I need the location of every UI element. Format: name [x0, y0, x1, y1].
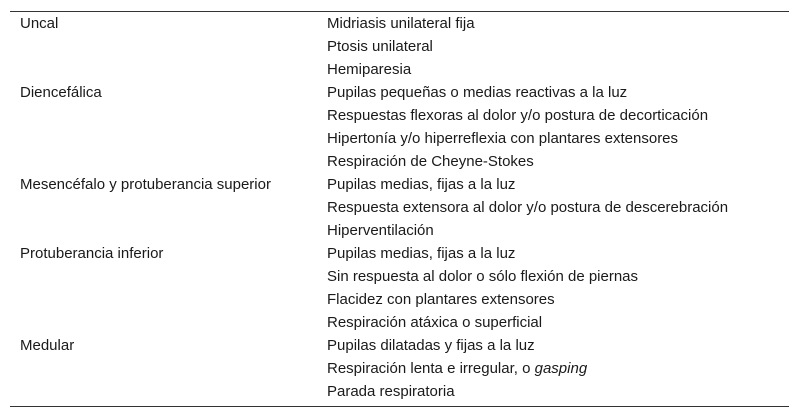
sign-item: Pupilas dilatadas y fijas a la luz [327, 337, 535, 354]
zone-cell: Diencefálica [20, 84, 102, 101]
sign-item: Hemiparesia [327, 61, 412, 78]
sign-item: Midriasis unilateral fija [327, 15, 475, 32]
signs-list [327, 334, 789, 403]
sign-item: Sin respuesta al dolor o sólo flexión de piernas [327, 268, 639, 285]
sign-item: Respiración atáxica o superficial [327, 314, 543, 331]
sign-item: Ptosis unilateral [327, 38, 433, 55]
sign-item [327, 357, 789, 380]
sign-item: Respuesta extensora al dolor y/o postura de descerebración [327, 199, 729, 216]
signs-list [327, 173, 789, 242]
sign-item: Respuestas flexoras al dolor y/o postura de decorticación [327, 107, 709, 124]
zone-cell: Protuberancia inferior [20, 245, 164, 262]
sign-item: Respiración de Cheyne-Stokes [327, 153, 534, 170]
signs-list [327, 12, 789, 81]
table-row-uncal [10, 12, 789, 81]
sign-item: Hiperventilación [327, 222, 434, 239]
sign-item: Flacidez con plantares extensores [327, 291, 555, 308]
herniation-signs-table [10, 11, 789, 407]
table-row-medular [10, 334, 789, 403]
zone-cell: Mesencéfalo y protuberancia superior [20, 176, 271, 193]
sign-item: Pupilas pequeñas o medias reactivas a la luz [327, 84, 628, 101]
table-row-protuberancia-inferior [10, 242, 789, 334]
table-body [10, 12, 789, 406]
signs-list [327, 81, 789, 173]
zone-cell: Uncal [20, 15, 59, 32]
table-row-diencefalica [10, 81, 789, 173]
sign-item: Parada respiratoria [327, 383, 455, 400]
sign-item: Pupilas medias, fijas a la luz [327, 176, 516, 193]
sign-emphasis: gasping [534, 360, 588, 377]
sign-item: Pupilas medias, fijas a la luz [327, 245, 516, 262]
signs-list [327, 242, 789, 334]
table-row-mesencefalo [10, 173, 789, 242]
sign-item: Hipertonía y/o hiperreflexia con plantares extensores [327, 130, 679, 147]
zone-cell: Medular [20, 337, 75, 354]
sign-text: Respiración lenta e irregular, o [327, 360, 535, 377]
